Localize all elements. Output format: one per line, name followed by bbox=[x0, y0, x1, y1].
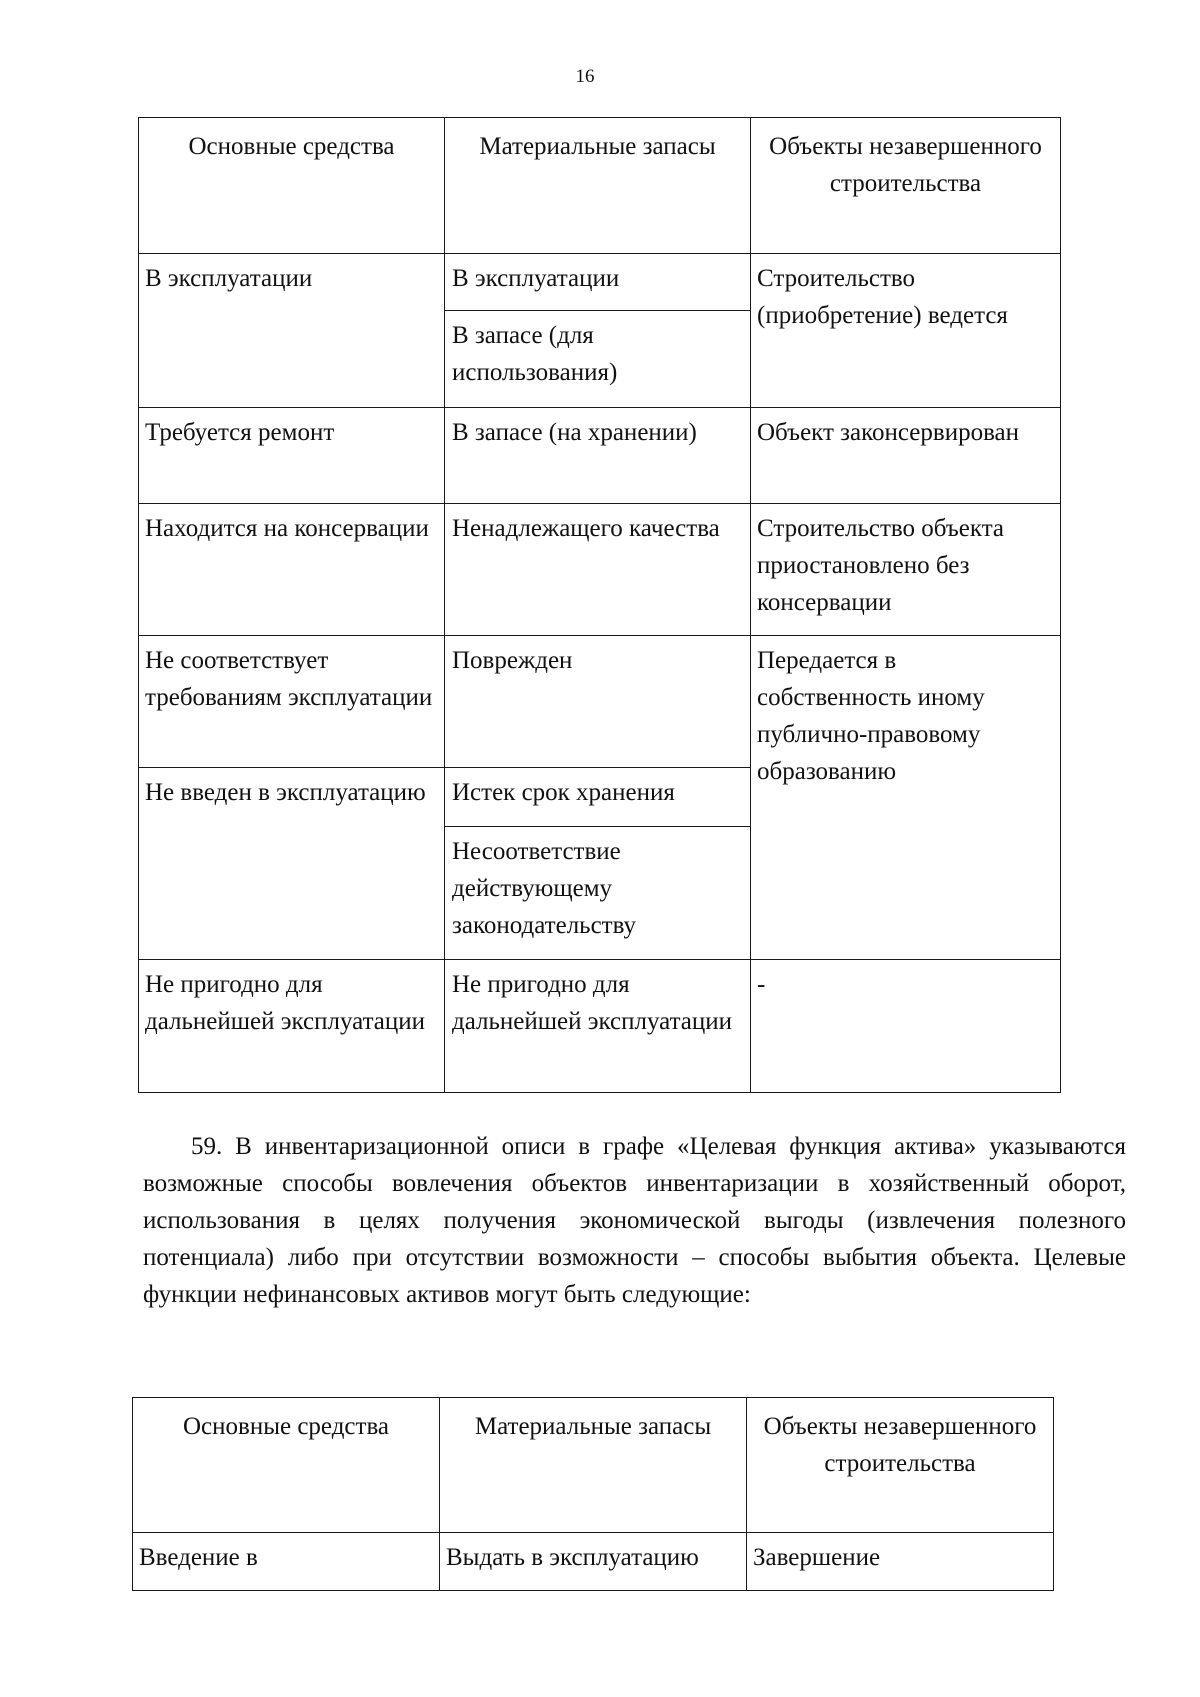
cell-constr-mothballed: Объект законсервирован bbox=[751, 408, 1061, 504]
cell-constr-dash: - bbox=[751, 960, 1061, 1093]
cell-fixed-noncompliant: Не соответствует требованиям эксплуатации bbox=[139, 636, 445, 768]
asset-function-table bbox=[132, 1397, 1054, 1591]
cell-mat-in-reserve-use: В запасе (для использования) bbox=[445, 311, 751, 408]
cell-fixed-conservation: Находится на консервации bbox=[139, 504, 445, 636]
header-materials: Материальные запасы bbox=[445, 118, 751, 254]
paragraph-59: 59. В инвентаризационной описи в графе «Целевая функция актива» указываются возможные способы вовлечения объектов инвентаризации в хозяйственный оборот, использования в целях получения экономической выгоды (извлечения полезного потенциала) либо при отсутствии возможности – способы выбытия объекта. Целевые функции нефинансовых активов могут быть следующие: bbox=[143, 1133, 1126, 1308]
cell-fixed-not-commissioned: Не введен в эксплуатацию bbox=[139, 768, 445, 960]
cell-constr-completion: Завершение bbox=[747, 1533, 1054, 1591]
cell-mat-poor-quality: Ненадлежащего качества bbox=[445, 504, 751, 636]
cell-mat-storage: В запасе (на хранении) bbox=[445, 408, 751, 504]
header-construction: Объекты незавершенного строительства bbox=[751, 118, 1061, 254]
cell-mat-damaged: Поврежден bbox=[445, 636, 751, 768]
cell-fixed-repair: Требуется ремонт bbox=[139, 408, 445, 504]
cell-constr-transferred: Передается в собственность иному публично-правовому образованию bbox=[751, 636, 1061, 960]
cell-fixed-in-operation: В эксплуатации bbox=[139, 254, 445, 408]
header-materials: Материальные запасы bbox=[440, 1398, 747, 1533]
cell-mat-in-operation: В эксплуатации bbox=[445, 254, 751, 311]
asset-status-table bbox=[138, 117, 1061, 1093]
cell-mat-expired: Истек срок хранения bbox=[445, 768, 751, 827]
cell-fixed-introduction: Введение в bbox=[133, 1533, 440, 1591]
header-fixed-assets: Основные средства bbox=[139, 118, 445, 254]
page-number: 16 bbox=[575, 66, 595, 87]
header-fixed-assets: Основные средства bbox=[133, 1398, 440, 1533]
cell-constr-in-progress: Строительство (приобретение) ведется bbox=[751, 254, 1061, 408]
cell-mat-unfit: Не пригодно для дальнейшей эксплуатации bbox=[445, 960, 751, 1093]
header-construction: Объекты незавершенного строительства bbox=[747, 1398, 1054, 1533]
cell-fixed-unfit: Не пригодно для дальнейшей эксплуатации bbox=[139, 960, 445, 1093]
cell-mat-issue: Выдать в эксплуатацию bbox=[440, 1533, 747, 1591]
cell-constr-suspended: Строительство объекта приостановлено без консервации bbox=[751, 504, 1061, 636]
cell-mat-law-noncompliance: Несоответствие действующему законодательству bbox=[445, 827, 751, 960]
